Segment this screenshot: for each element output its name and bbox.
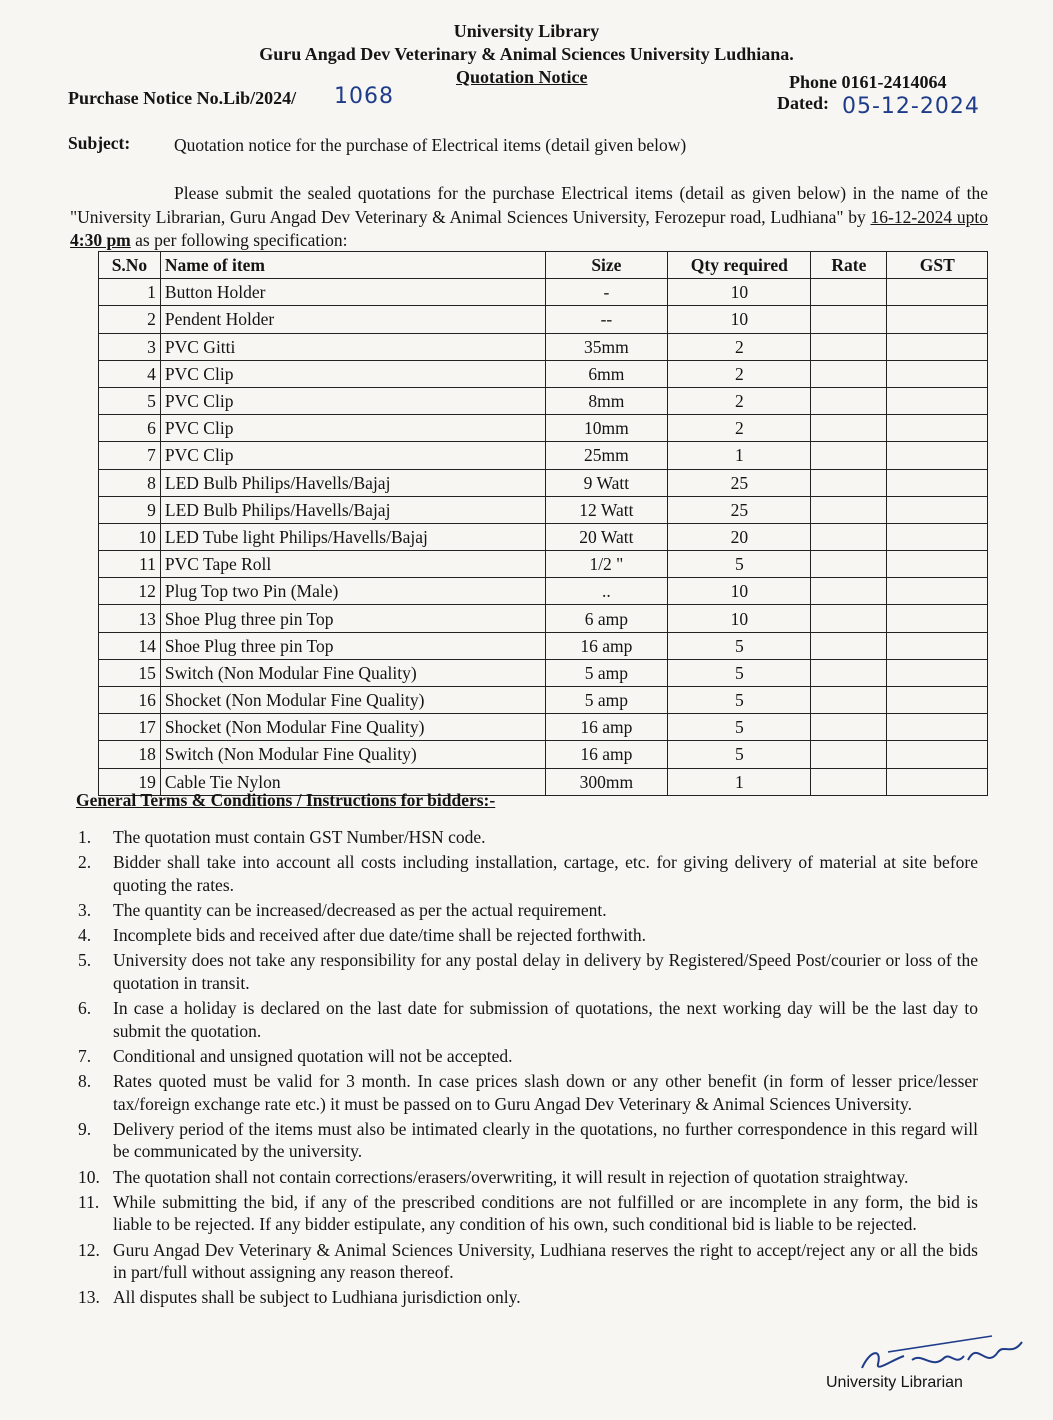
cell-sno: 16: [99, 687, 161, 714]
term-text: Conditional and unsigned quotation will not be accepted.: [113, 1045, 513, 1066]
purchase-notice-number: 1068: [334, 84, 394, 109]
table-row: [99, 333, 988, 360]
table-row: [99, 387, 988, 414]
cell-sno: 4: [99, 360, 161, 387]
cell-qty: 10: [668, 279, 811, 306]
cell-rate: [811, 496, 887, 523]
cell-rate: [811, 279, 887, 306]
table-row: [99, 578, 988, 605]
cell-rate: [811, 714, 887, 741]
table-row: [99, 632, 988, 659]
cell-gst: [887, 306, 988, 333]
phone-number: Phone 0161-2414064: [789, 72, 947, 92]
cell-rate: [811, 605, 887, 632]
term-text: University does not take any responsibility for any postal delay in delivery by Registered/Speed Post/courier or loss of the quotation in transit.: [113, 950, 978, 993]
term-text: The quotation must contain GST Number/HSN code.: [113, 827, 486, 847]
cell-rate: [811, 578, 887, 605]
cell-size: 9 Watt: [545, 469, 668, 496]
term-number: 6.: [78, 998, 92, 1019]
signature-mark: [852, 1330, 1032, 1380]
cell-gst: [887, 442, 988, 469]
due-date: 16-12-2024: [870, 206, 953, 227]
cell-qty: 25: [668, 469, 811, 496]
cell-sno: 10: [99, 523, 161, 550]
cell-gst: [887, 469, 988, 496]
cell-rate: [811, 360, 887, 387]
cell-size: 16 amp: [545, 714, 668, 741]
term-number: 13.: [78, 1287, 100, 1308]
cell-size: 5 amp: [545, 659, 668, 686]
term-item: [78, 899, 978, 922]
cell-gst: [887, 387, 988, 414]
header-size: Size: [545, 252, 668, 279]
cell-item-name: Plug Top two Pin (Male): [160, 578, 545, 605]
term-item: [78, 826, 978, 849]
cell-item-name: PVC Tape Roll: [160, 551, 545, 578]
cell-sno: 13: [99, 605, 161, 632]
cell-size: 6 amp: [545, 605, 668, 632]
cell-rate: [811, 387, 887, 414]
library-heading: University Library: [453, 21, 600, 41]
cell-size: 16 amp: [545, 741, 668, 768]
cell-size: 8mm: [545, 387, 668, 414]
cell-size: 25mm: [545, 442, 668, 469]
cell-rate: [811, 442, 887, 469]
table-row: [99, 714, 988, 741]
cell-size: 16 amp: [545, 632, 668, 659]
cell-gst: [887, 659, 988, 686]
header-gst: GST: [887, 252, 988, 279]
cell-qty: 5: [668, 687, 811, 714]
table-header-row: [99, 252, 988, 279]
cell-gst: [887, 415, 988, 442]
cell-qty: 5: [668, 551, 811, 578]
term-text: Incomplete bids and received after due date/time shall be rejected forthwith.: [113, 925, 647, 946]
dated-value: 05-12-2024: [842, 94, 980, 119]
university-heading: Guru Angad Dev Veterinary & Animal Sciences University Ludhiana.: [259, 44, 794, 64]
cell-item-name: Shoe Plug three pin Top: [160, 632, 545, 659]
cell-rate: [811, 469, 887, 496]
cell-size: -: [545, 279, 668, 306]
signature-label: University Librarian: [826, 1374, 963, 1391]
term-item: [78, 924, 978, 947]
cell-rate: [811, 632, 887, 659]
term-item: [78, 949, 978, 994]
table-row: [99, 687, 988, 714]
cell-size: 1/2 ": [545, 551, 668, 578]
due-time: 4:30 pm: [70, 230, 131, 250]
header-sno: S.No: [99, 252, 161, 279]
table-row: [99, 551, 988, 578]
items-table: [98, 251, 988, 796]
subject-text: Quotation notice for the purchase of Electrical items (detail given below): [174, 135, 687, 155]
cell-qty: 1: [668, 442, 811, 469]
terms-list: [78, 826, 978, 1312]
term-number: 9.: [78, 1118, 92, 1139]
cell-sno: 14: [99, 632, 161, 659]
cell-qty: 5: [668, 659, 811, 686]
cell-size: 6mm: [545, 360, 668, 387]
term-item: [78, 1070, 978, 1115]
cell-sno: 2: [99, 306, 161, 333]
term-item: [78, 1191, 978, 1236]
cell-size: 35mm: [545, 333, 668, 360]
cell-qty: 10: [668, 578, 811, 605]
cell-qty: 10: [668, 306, 811, 333]
table-row: [99, 496, 988, 523]
cell-item-name: PVC Clip: [160, 415, 545, 442]
term-number: 10.: [78, 1166, 100, 1187]
cell-gst: [887, 605, 988, 632]
term-number: 7.: [78, 1045, 92, 1066]
cell-qty: 2: [668, 360, 811, 387]
cell-gst: [887, 687, 988, 714]
table-row: [99, 442, 988, 469]
intro-paragraph: Please submit the sealed quotations for the purchase Electrical items (detail as given below) in the name of the "University Librarian, Guru Angad Dev Veterinary & Animal Sciences University, Ferozepur road, Ludhiana" by 16-12-2024 upto 4:30 pm as per following specification:: [70, 183, 988, 250]
header-rate: Rate: [811, 252, 887, 279]
cell-gst: [887, 333, 988, 360]
term-item: [78, 851, 978, 896]
terms-title: General Terms & Conditions / Instructions for bidders:-: [76, 790, 496, 810]
cell-qty: 5: [668, 741, 811, 768]
cell-item-name: PVC Gitti: [160, 333, 545, 360]
cell-size: --: [545, 306, 668, 333]
term-number: 4.: [78, 925, 92, 946]
cell-sno: 12: [99, 578, 161, 605]
cell-gst: [887, 578, 988, 605]
cell-item-name: LED Bulb Philips/Havells/Bajaj: [160, 496, 545, 523]
subject-label: Subject:: [68, 133, 131, 153]
term-number: 2.: [78, 852, 92, 873]
cell-item-name: LED Bulb Philips/Havells/Bajaj: [160, 469, 545, 496]
dated-label: Dated:: [777, 93, 829, 113]
cell-item-name: Shocket (Non Modular Fine Quality): [160, 687, 545, 714]
cell-item-name: Pendent Holder: [160, 306, 545, 333]
term-number: 8.: [78, 1071, 92, 1092]
cell-item-name: Switch (Non Modular Fine Quality): [160, 741, 545, 768]
header-name: Name of item: [160, 252, 545, 279]
cell-sno: 11: [99, 551, 161, 578]
term-text: All disputes shall be subject to Ludhiana jurisdiction only.: [113, 1287, 521, 1308]
notice-title: Quotation Notice: [456, 67, 588, 87]
cell-sno: 17: [99, 714, 161, 741]
term-number: 1.: [78, 827, 92, 847]
term-text: While submitting the bid, if any of the prescribed conditions are not fulfilled or are incomplete in any form, the bid is liable to be rejected. If any bidder estipulate, any condition of his own, such conditional bid is liable to be rejected.: [113, 1191, 978, 1235]
purchase-notice-label: Purchase Notice No.Lib/2024/: [68, 88, 297, 108]
cell-item-name: Shoe Plug three pin Top: [160, 605, 545, 632]
cell-sno: 19: [99, 768, 161, 795]
cell-rate: [811, 306, 887, 333]
cell-gst: [887, 714, 988, 741]
cell-item-name: Cable Tie Nylon: [160, 768, 545, 795]
cell-item-name: Button Holder: [160, 279, 545, 306]
table-row: [99, 360, 988, 387]
cell-qty: 5: [668, 714, 811, 741]
cell-qty: 5: [668, 632, 811, 659]
cell-gst: [887, 551, 988, 578]
cell-size: 10mm: [545, 415, 668, 442]
cell-sno: 6: [99, 415, 161, 442]
term-item: [78, 1166, 978, 1189]
term-item: [78, 1239, 978, 1284]
cell-rate: [811, 768, 887, 795]
term-number: 11.: [78, 1191, 100, 1212]
cell-item-name: PVC Clip: [160, 360, 545, 387]
term-text: The quotation shall not contain corrections/erasers/overwriting, it will result in rejection of quotation straightway.: [113, 1166, 909, 1187]
term-number: 12.: [78, 1239, 100, 1260]
cell-sno: 1: [99, 279, 161, 306]
term-item: [78, 1045, 978, 1068]
cell-rate: [811, 523, 887, 550]
term-item: [78, 997, 978, 1042]
cell-gst: [887, 360, 988, 387]
cell-qty: 10: [668, 605, 811, 632]
cell-rate: [811, 741, 887, 768]
cell-qty: 20: [668, 523, 811, 550]
table-row: [99, 605, 988, 632]
cell-size: 20 Watt: [545, 523, 668, 550]
cell-sno: 3: [99, 333, 161, 360]
term-text: In case a holiday is declared on the last date for submission of quotations, the next working day will be the last day to submit the quotation.: [113, 998, 978, 1041]
term-number: 3.: [78, 899, 92, 920]
term-text: Rates quoted must be valid for 3 month. In case prices slash down or any other benefit (in form of lesser price/lesser tax/foreign exchange rate etc.) it must be passed on to Guru Angad Dev Veterinary & Animal Sciences University.: [113, 1071, 978, 1114]
cell-item-name: LED Tube light Philips/Havells/Bajaj: [160, 523, 545, 550]
cell-item-name: PVC Clip: [160, 442, 545, 469]
cell-item-name: PVC Clip: [160, 387, 545, 414]
cell-gst: [887, 632, 988, 659]
cell-sno: 18: [99, 741, 161, 768]
cell-size: 12 Watt: [545, 496, 668, 523]
term-text: The quantity can be increased/decreased as per the actual requirement.: [113, 899, 607, 920]
table-row: [99, 659, 988, 686]
cell-gst: [887, 279, 988, 306]
term-number: 5.: [78, 950, 92, 971]
table-row: [99, 741, 988, 768]
cell-qty: 2: [668, 387, 811, 414]
cell-qty: 25: [668, 496, 811, 523]
cell-item-name: Switch (Non Modular Fine Quality): [160, 659, 545, 686]
cell-size: 5 amp: [545, 687, 668, 714]
table-row: [99, 279, 988, 306]
cell-rate: [811, 551, 887, 578]
term-text: Guru Angad Dev Veterinary & Animal Sciences University, Ludhiana reserves the right to accept/reject any or all the bids in part/full without assigning any reason thereof.: [113, 1239, 978, 1283]
cell-gst: [887, 768, 988, 795]
table-row: [99, 469, 988, 496]
term-item: [78, 1118, 978, 1163]
term-text: Bidder shall take into account all costs including installation, cartage, etc. for giving delivery of material at site before quoting the rates.: [113, 852, 978, 895]
cell-qty: 2: [668, 415, 811, 442]
term-item: [78, 1286, 978, 1309]
cell-gst: [887, 496, 988, 523]
cell-rate: [811, 659, 887, 686]
cell-qty: 1: [668, 768, 811, 795]
cell-gst: [887, 741, 988, 768]
table-row: [99, 306, 988, 333]
table-row: [99, 415, 988, 442]
cell-sno: 7: [99, 442, 161, 469]
cell-rate: [811, 333, 887, 360]
cell-sno: 8: [99, 469, 161, 496]
cell-rate: [811, 687, 887, 714]
cell-sno: 5: [99, 387, 161, 414]
cell-size: 300mm: [545, 768, 668, 795]
cell-gst: [887, 523, 988, 550]
cell-sno: 15: [99, 659, 161, 686]
cell-qty: 2: [668, 333, 811, 360]
header-qty: Qty required: [668, 252, 811, 279]
cell-item-name: Shocket (Non Modular Fine Quality): [160, 714, 545, 741]
cell-size: ..: [545, 578, 668, 605]
term-text: Delivery period of the items must also be intimated clearly in the quotations, no further correspondence in this regard will be communicated by the university.: [113, 1118, 978, 1162]
table-row: [99, 523, 988, 550]
cell-sno: 9: [99, 496, 161, 523]
cell-rate: [811, 415, 887, 442]
